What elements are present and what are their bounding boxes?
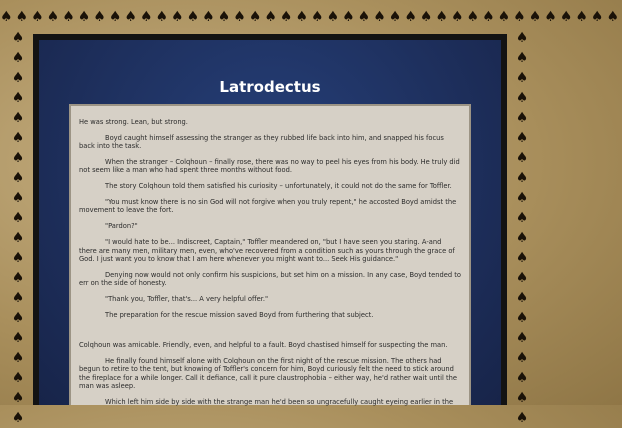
story-paragraph: He was strong. Lean, but strong. <box>79 118 188 126</box>
story-paragraph: He finally found himself alone with Colqhoun on the first night of the rescue mission. The others had begun to retire to the tent, but knowing of Toffler's concern for him, Boyd curiously felt the need to stick around the fireplace for a while longer. Call it defiance, call it pure claustrophobia – either way, he'd rather wait until the man was asleep. <box>79 356 457 390</box>
story-paragraph: "I would hate to be... Indiscreet, Captain," Toffler meandered on, "but I have seen you staring. A-and there are many men, military men, even, who've recovered from a condition such as yours through the grace of God. I just want you to know that I am here whenever you might want to... Seek His guidance." <box>79 238 455 263</box>
story-paragraph: The story Colqhoun told them satisfied his curiosity – unfortunately, it could not do the same for Toffler. <box>105 182 452 191</box>
story-title: Latrodectus <box>219 78 321 96</box>
story-paragraph: "Pardon?" <box>105 222 138 231</box>
story-paragraph: The preparation for the rescue mission saved Boyd from furthering that subject. <box>105 310 374 319</box>
story-panel <box>39 40 501 405</box>
decorative-border-right: ♠ ♠ ♠ ♠ ♠ ♠ ♠ ♠ ♠ ♠ ♠ ♠ ♠ ♠ ♠ ♠ ♠ ♠ ♠ ♠ <box>515 30 529 426</box>
story-paragraph: Which left him side by side with the strange man he'd been so ungracefully caught eyeing earlier in the <box>105 397 454 406</box>
story-paragraph: Denying now would not only confirm his suspicions, but set him on a mission. In any case, Boyd tended to err on the side of honesty. <box>79 270 461 288</box>
story-paragraph: "You must know there is no sin God will not forgive when you truly repent," he accosted Boyd amidst the movement to leave the fort. <box>79 198 457 215</box>
decorative-border-top: ♠♠♠♠♠♠♠♠♠♠♠♠♠♠♠♠♠♠♠♠♠♠♠♠♠♠♠♠♠♠♠♠♠♠♠♠♠♠♠♠ <box>0 9 622 25</box>
story-frame <box>33 34 507 405</box>
story-paragraph: When the stranger – Colqhoun – finally rose, there was no way to peel his eyes from his body. He truly did not seem like a man who had spent three months without food. <box>79 158 460 175</box>
story-paragraph: "Thank you, Toffler, that's... A very helpful offer." <box>105 294 269 303</box>
decorative-border-left: ♠ ♠ ♠ ♠ ♠ ♠ ♠ ♠ ♠ ♠ ♠ ♠ ♠ ♠ ♠ ♠ ♠ ♠ ♠ ♠ <box>11 30 25 426</box>
story-text-area <box>69 104 471 405</box>
story-paragraph: Colqhoun was amicable. Friendly, even, and helpful to a fault. Boyd chastised himself for suspecting the man. <box>79 341 448 350</box>
story-paragraph: Boyd caught himself assessing the stranger as they rubbed life back into him, and snapped his focus back into the task. <box>79 133 444 151</box>
